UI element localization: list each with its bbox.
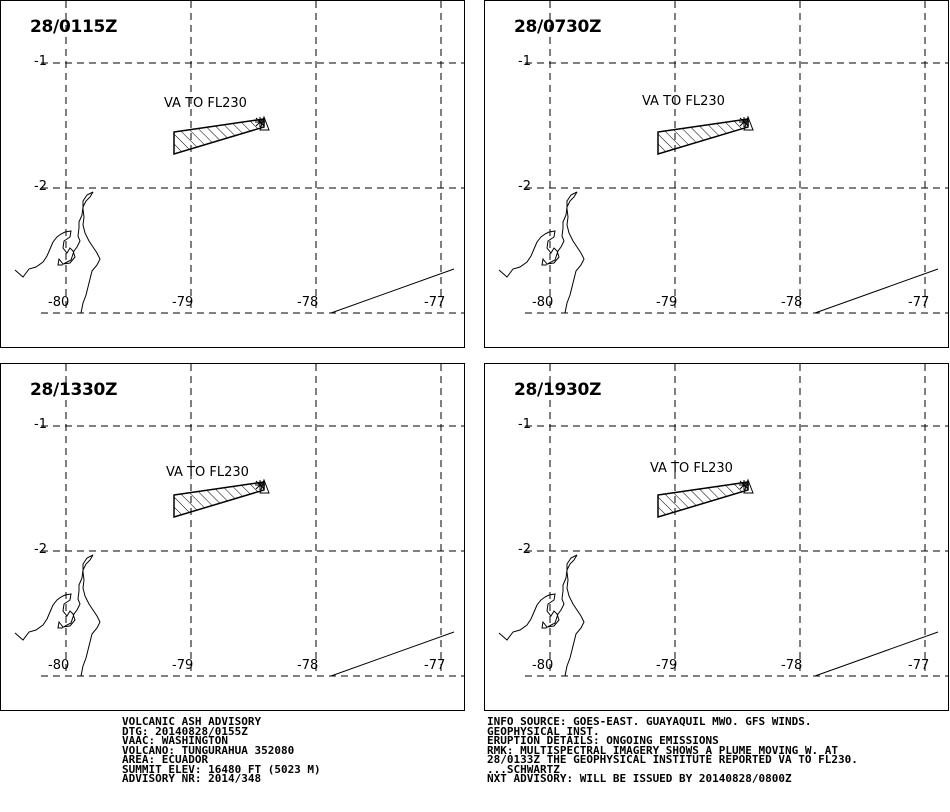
longitude-label: -80 [48, 658, 70, 673]
longitude-label: -78 [781, 658, 803, 673]
ash-cloud-polygon [174, 482, 264, 517]
longitude-label: -79 [172, 295, 194, 310]
map-panel-4 [484, 363, 949, 711]
longitude-label: -80 [48, 295, 70, 310]
coastline [565, 192, 584, 313]
map-canvas [1, 364, 465, 711]
advisory-line: NXT ADVISORY: WILL BE ISSUED BY 20140828/0800Z [487, 772, 792, 785]
advisory-line: DTG: 20140828/0155Z [122, 724, 248, 738]
advisory-line: VAAC: WASHINGTON [122, 734, 228, 747]
volcano-star-icon [255, 480, 265, 490]
coastline [499, 192, 577, 277]
advisory-line: VOLCANO: TUNGURAHUA 352080 [122, 743, 295, 757]
longitude-label: -77 [424, 295, 446, 310]
advisory-line: ...SCHWARTZ [487, 762, 560, 776]
advisory-details-block [487, 717, 858, 784]
map-panel-3 [0, 363, 465, 711]
volcano-star-icon [739, 117, 749, 127]
longitude-label: -80 [532, 295, 554, 310]
ash-altitude-annotation: VA TO FL230 [164, 96, 247, 111]
advisory-line: INFO SOURCE: GOES-EAST. GUAYAQUIL MWO. GFS WINDS. [487, 715, 812, 728]
advisory-line: VOLCANIC ASH ADVISORY [122, 715, 262, 728]
latitude-label: -1 [34, 417, 47, 432]
longitude-label: -79 [656, 658, 678, 673]
coastline [81, 555, 100, 676]
longitude-label: -79 [656, 295, 678, 310]
latitude-label: -1 [34, 54, 47, 69]
coastline [81, 192, 100, 313]
advisory-line: ERUPTION DETAILS: ONGOING EMISSIONS [487, 734, 719, 747]
map-canvas [485, 364, 949, 711]
ash-altitude-annotation: VA TO FL230 [166, 465, 249, 480]
coastline [15, 192, 93, 277]
volcano-star-icon [255, 117, 265, 127]
coastline [565, 555, 584, 676]
advisory-line: 28/0133Z THE GEOPHYSICAL INSTITUTE REPORTED VA TO FL230. [487, 753, 858, 766]
latitude-label: -1 [518, 417, 531, 432]
panel-title: 28/1930Z [514, 380, 602, 400]
volcano-star-icon [739, 480, 749, 490]
map-canvas [1, 1, 465, 348]
panel-title: 28/0115Z [30, 17, 118, 37]
advisory-line: SUMMIT ELEV: 16480 FT (5023 M) [122, 762, 321, 776]
longitude-label: -79 [172, 658, 194, 673]
panel-title: 28/1330Z [30, 380, 118, 400]
advisory-line: ADVISORY NR: 2014/348 [122, 772, 262, 785]
ash-altitude-annotation: VA TO FL230 [650, 461, 733, 476]
coastline [499, 555, 577, 640]
advisory-header-block [122, 717, 321, 784]
map-canvas [485, 1, 949, 348]
longitude-label: -77 [908, 295, 930, 310]
latitude-label: -2 [34, 542, 47, 557]
longitude-label: -78 [781, 295, 803, 310]
ash-cloud-polygon [658, 482, 748, 517]
latitude-label: -2 [518, 542, 531, 557]
longitude-label: -77 [908, 658, 930, 673]
panel-title: 28/0730Z [514, 17, 602, 37]
longitude-label: -77 [424, 658, 446, 673]
advisory-line: RMK: MULTISPECTRAL IMAGERY SHOWS A PLUME MOVING W. AT [487, 743, 838, 757]
ash-cloud-polygon [658, 119, 748, 154]
advisory-line: GEOPHYSICAL INST. [487, 724, 600, 738]
latitude-label: -2 [34, 179, 47, 194]
advisory-line: AREA: ECUADOR [122, 753, 209, 766]
longitude-label: -78 [297, 658, 319, 673]
map-panel-2 [484, 0, 949, 348]
map-panel-1 [0, 0, 465, 348]
latitude-label: -2 [518, 179, 531, 194]
ash-altitude-annotation: VA TO FL230 [642, 94, 725, 109]
latitude-label: -1 [518, 54, 531, 69]
longitude-label: -78 [297, 295, 319, 310]
coastline [15, 555, 93, 640]
longitude-label: -80 [532, 658, 554, 673]
ash-cloud-polygon [174, 119, 264, 154]
